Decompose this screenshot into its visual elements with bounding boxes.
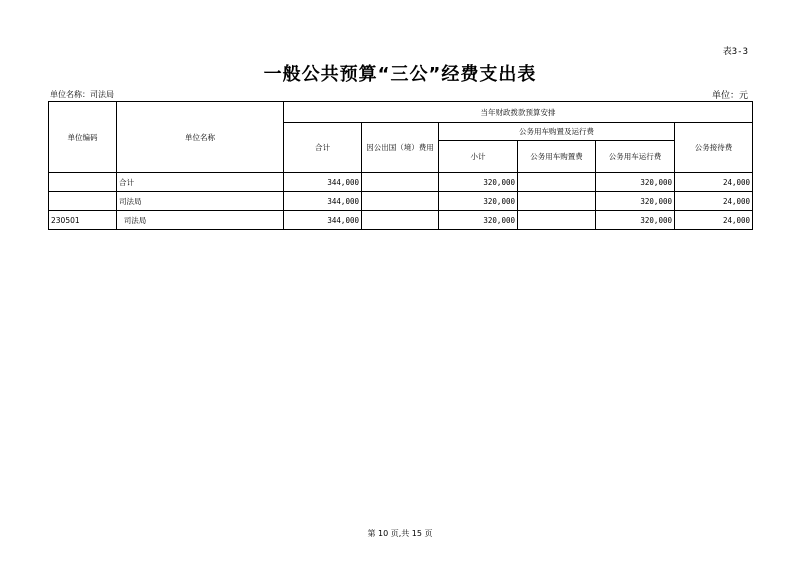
header-subtotal: 小计	[439, 141, 518, 173]
cell-overseas	[362, 211, 439, 230]
cell-code	[49, 192, 117, 211]
header-budget-arrangement: 当年财政拨款预算安排	[284, 102, 753, 123]
page-title: 一般公共预算“三公”经费支出表	[263, 64, 537, 85]
header-vehicle-group: 公务用车购置及运行费	[439, 123, 675, 141]
cell-reception: 24,000	[675, 211, 753, 230]
header-total: 合计	[284, 123, 362, 173]
cell-reception: 24,000	[675, 192, 753, 211]
header-vehicle-purchase: 公务用车购置费	[518, 141, 596, 173]
cell-code	[49, 173, 117, 192]
cell-overseas	[362, 192, 439, 211]
table-code: 表3-3	[722, 47, 748, 57]
page-footer: 第 10 页,共 15 页	[367, 529, 433, 538]
cell-subtotal: 320,000	[439, 173, 518, 192]
table-row	[49, 211, 753, 230]
cell-operation: 320,000	[596, 173, 675, 192]
cell-name: 合计	[117, 173, 284, 192]
header-unit-name: 单位名称	[117, 102, 284, 173]
cell-name: 司法局	[117, 192, 284, 211]
currency-unit-label: 单位：元	[711, 91, 748, 101]
cell-operation: 320,000	[596, 192, 675, 211]
expenditure-table	[48, 101, 753, 230]
cell-operation: 320,000	[596, 211, 675, 230]
unit-name-label: 单位名称：司法局	[50, 90, 114, 99]
cell-total: 344,000	[284, 173, 362, 192]
header-overseas: 因公出国（境）费用	[362, 123, 439, 173]
header-unit-code: 单位编码	[49, 102, 117, 173]
cell-total: 344,000	[284, 211, 362, 230]
cell-subtotal: 320,000	[439, 211, 518, 230]
header-vehicle-operation: 公务用车运行费	[596, 141, 675, 173]
cell-name: 司法局	[117, 211, 284, 230]
table-row	[49, 173, 753, 192]
cell-purchase	[518, 173, 596, 192]
cell-total: 344,000	[284, 192, 362, 211]
header-reception: 公务接待费	[675, 123, 753, 173]
cell-reception: 24,000	[675, 173, 753, 192]
cell-purchase	[518, 211, 596, 230]
cell-subtotal: 320,000	[439, 192, 518, 211]
cell-purchase	[518, 192, 596, 211]
table-row	[49, 192, 753, 211]
cell-code: 230501	[49, 211, 117, 230]
header-row-1	[49, 102, 753, 123]
cell-overseas	[362, 173, 439, 192]
